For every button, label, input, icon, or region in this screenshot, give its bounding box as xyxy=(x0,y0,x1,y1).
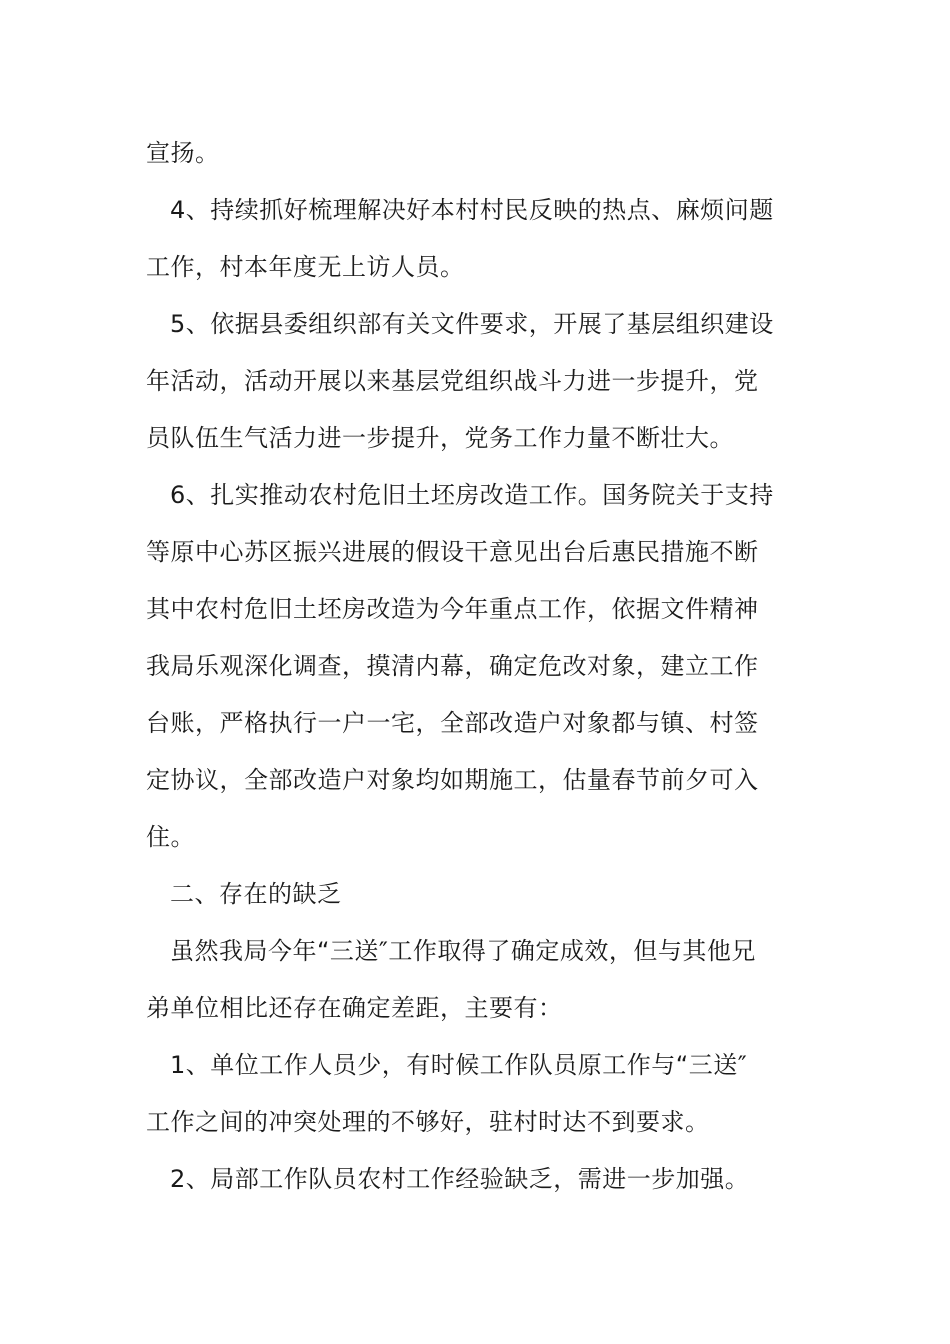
text-line: 1、单位工作人员少，有时候工作队员原工作与“三送″ xyxy=(170,1051,748,1079)
text-line: 其中农村危旧土坯房改造为今年重点工作，依据文件精神 xyxy=(146,595,759,623)
text-line: 定协议，全部改造户对象均如期施工，估量春节前夕可入 xyxy=(146,766,759,794)
section-heading: 二、存在的缺乏 xyxy=(170,880,342,908)
text-line: 工作，村本年度无上访人员。 xyxy=(146,253,465,281)
text-line: 年活动，活动开展以来基层党组织战斗力进一步提升，党 xyxy=(146,367,759,395)
text-line: 工作之间的冲突处理的不够好，驻村时达不到要求。 xyxy=(146,1108,710,1136)
text-line: 5、依据县委组织部有关文件要求，开展了基层组织建设 xyxy=(170,310,774,338)
text-line: 住。 xyxy=(146,823,195,851)
text-line: 2、局部工作队员农村工作经验缺乏，需进一步加强。 xyxy=(170,1165,750,1193)
text-line: 我局乐观深化调查，摸清内幕，确定危改对象，建立工作 xyxy=(146,652,759,680)
text-line: 等原中心苏区振兴进展的假设干意见出台后惠民措施不断 xyxy=(146,538,759,566)
text-line: 6、扎实推动农村危旧土坯房改造工作。国务院关于支持 xyxy=(170,481,774,509)
text-line: 4、持续抓好梳理解决好本村村民反映的热点、麻烦问题 xyxy=(170,196,774,224)
text-line: 宣扬。 xyxy=(146,139,220,167)
text-line: 虽然我局今年“三送″工作取得了确定成效，但与其他兄 xyxy=(170,937,756,965)
text-line: 弟单位相比还存在确定差距，主要有： xyxy=(146,994,563,1022)
text-line: 员队伍生气活力进一步提升，党务工作力量不断壮大。 xyxy=(146,424,734,452)
text-line: 台账，严格执行一户一宅，全部改造户对象都与镇、村签 xyxy=(146,709,759,737)
